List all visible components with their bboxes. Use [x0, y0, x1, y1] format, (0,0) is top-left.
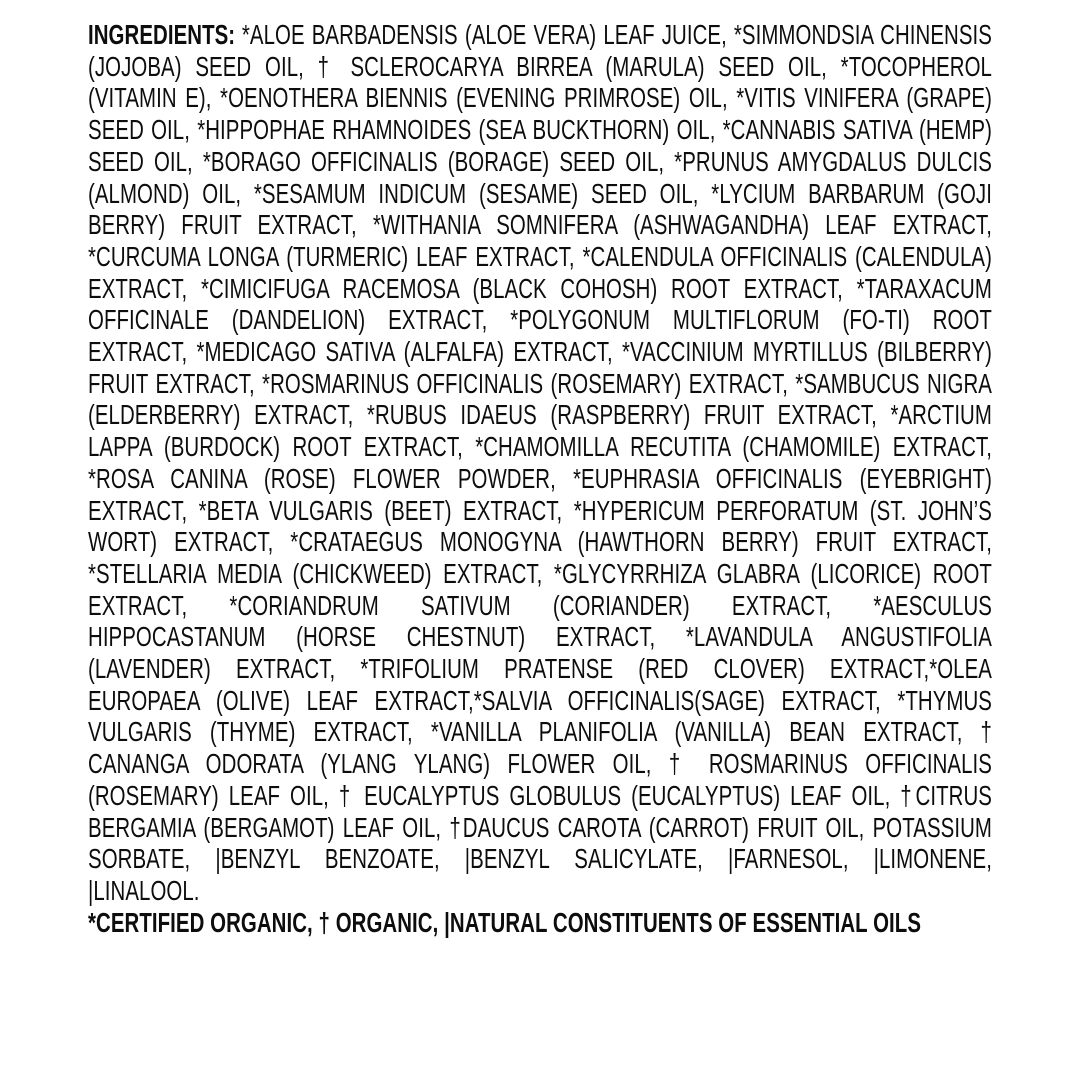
- ingredients-paragraph: [88, 19, 992, 907]
- ingredients-heading: INGREDIENTS:: [88, 19, 236, 50]
- ingredients-text: *ALOE BARBADENSIS (ALOE VERA) LEAF JUICE, *SIMMONDSIA CHINENSIS (JOJOBA) SEED OIL, † SCLEROCARYA BIRREA (MARULA) SEED OIL, *TOCOPHEROL (VITAMIN E), *OENOTHERA BIENNIS (EVENING PRIMROSE) OIL, *VITIS VINIFERA (GRAPE) SEED OIL, *HIPPOPHAE RHAMNOIDES (SEA BUCKTHORN) OIL, *CANNABIS SATIVA (HEMP) SEED OIL, *BORAGO OFFICINALIS (BORAGE) SEED OIL, *PRUNUS AMYGDALUS DULCIS (ALMOND) OIL, *SESAMUM INDICUM (SESAME) SEED OIL, *LYCIUM BARBARUM (GOJI BERRY) FRUIT EXTRACT, *WITHANIA SOMNIFERA (ASHWAGANDHA) LEAF EXTRACT, *CURCUMA LONGA (TURMERIC) LEAF EXTRACT, *CALENDULA OFFICINALIS (CALENDULA) EXTRACT, *CIMICIFUGA RACEMOSA (BLACK COHOSH) ROOT EXTRACT, *TARAXACUM OFFICINALE (DANDELION) EXTRACT, *POLYGONUM MULTIFLORUM (FO-TI) ROOT EXTRACT, *MEDICAGO SATIVA (ALFALFA) EXTRACT, *VACCINIUM MYRTILLUS (BILBERRY) FRUIT EXTRACT, *ROSMARINUS OFFICINALIS (ROSEMARY) EXTRACT, *SAMBUCUS NIGRA (ELDERBERRY) EXTRACT, *RUBUS IDAEUS (RASPBERRY) FRUIT EXTRACT, *ARCTIUM LAPPA (BURDOCK) ROOT EXTRACT, *CHAMOMILLA RECUTITA (CHAMOMILE) EXTRACT, *ROSA CANINA (ROSE) FLOWER POWDER, *EUPHRASIA OFFICINALIS (EYEBRIGHT) EXTRACT, *BETA VULGARIS (BEET) EXTRACT, *HYPERICUM PERFORATUM (ST. JOHN’S WORT) EXTRACT, *CRATAEGUS MONOGYNA (HAWTHORN BERRY) FRUIT EXTRACT, *STELLARIA MEDIA (CHICKWEED) EXTRACT, *GLYCYRRHIZA GLABRA (LICORICE) ROOT EXTRACT, *CORIANDRUM SATIVUM (CORIANDER) EXTRACT, *AESCULUS HIPPOCASTANUM (HORSE CHESTNUT) EXTRACT, *LAVANDULA ANGUSTIFOLIA (LAVENDER) EXTRACT, *TRIFOLIUM PRATENSE (RED CLOVER) EXTRACT,*OLEA EUROPAEA (OLIVE) LEAF EXTRACT,*SALVIA OFFICINALIS(SAGE) EXTRACT, *THYMUS VULGARIS (THYME) EXTRACT, *VANILLA PLANIFOLIA (VANILLA) BEAN EXTRACT, † CANANGA ODORATA (YLANG YLANG) FLOWER OIL, † ROSMARINUS OFFICINALIS (ROSEMARY) LEAF OIL, † EUCALYPTUS GLOBULUS (EUCALYPTUS) LEAF OIL, †CITRUS BERGAMIA (BERGAMOT) LEAF OIL, †DAUCUS CAROTA (CARROT) FRUIT OIL, POTASSIUM SORBATE, |BENZYL BENZOATE, |BENZYL SALICYLATE, |FARNESOL, |LIMONENE, |LINALOOL.: [88, 19, 992, 906]
- ingredients-label-panel: [88, 19, 992, 938]
- ingredients-footnote: *CERTIFIED ORGANIC, † ORGANIC, |NATURAL CONSTITUENTS OF ESSENTIAL OILS: [88, 906, 922, 938]
